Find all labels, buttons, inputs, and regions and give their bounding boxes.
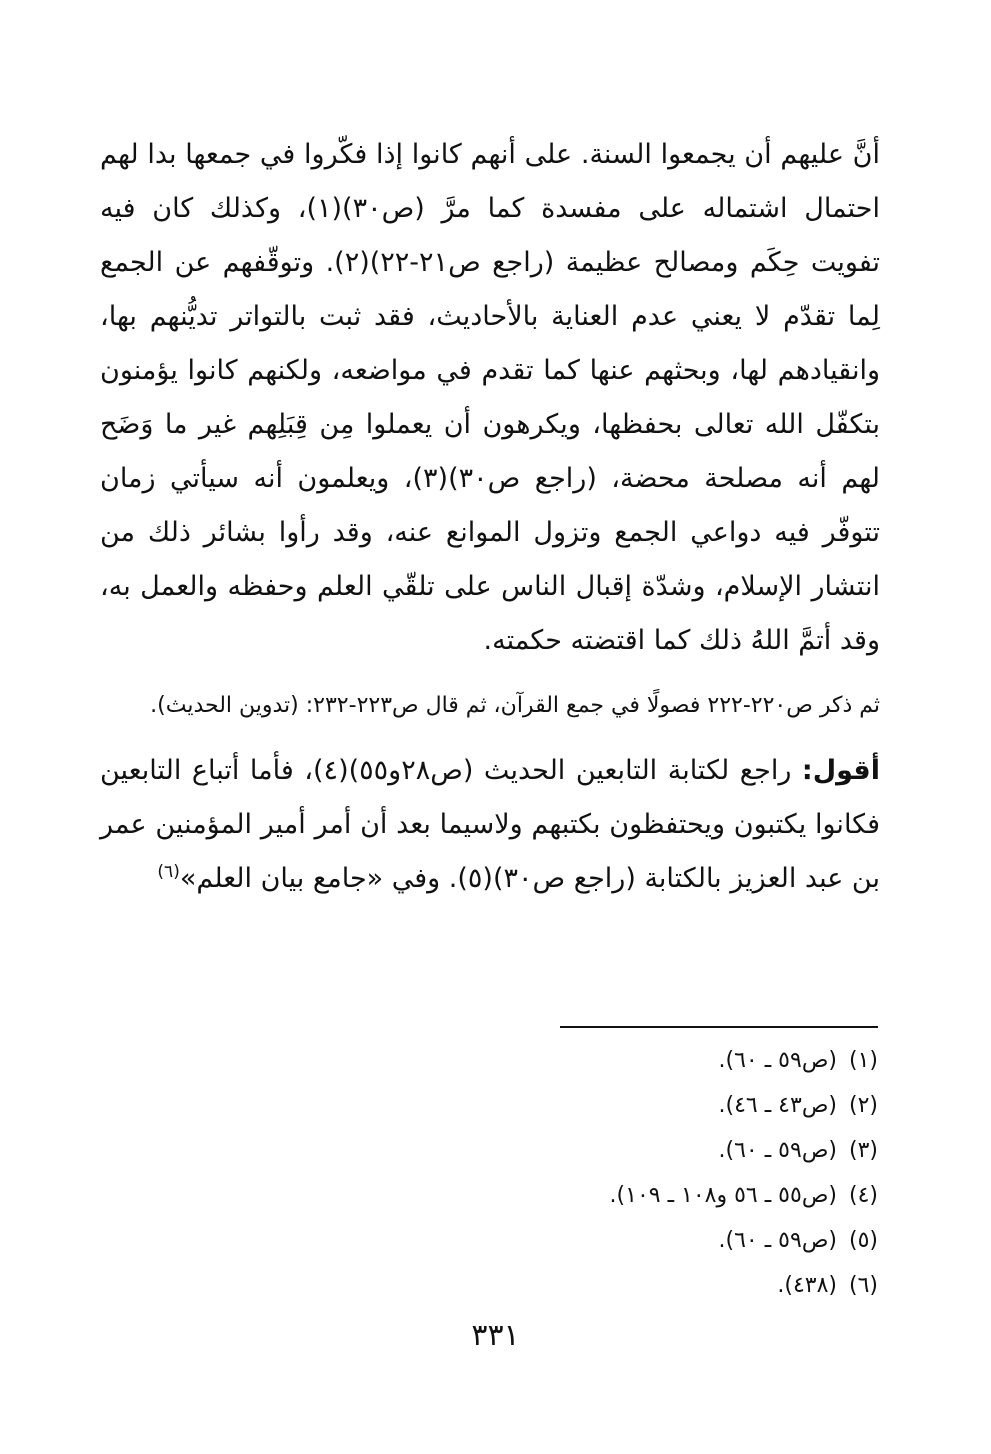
footnote-6-text: (٤٣٨). <box>777 1273 837 1298</box>
footnote-1-number: (١) <box>848 1048 878 1073</box>
main-text <box>100 128 880 906</box>
footnote-5-text: (ص٥٩ ـ ٦٠). <box>718 1228 837 1253</box>
footnote-3-text: (ص٥٩ ـ ٦٠). <box>718 1138 837 1163</box>
footnote-5 <box>480 1218 878 1263</box>
footnote-1-text: (ص٥٩ ـ ٦٠). <box>718 1048 837 1073</box>
footnote-2-number: (٢) <box>848 1093 878 1118</box>
footnotes-list <box>480 1038 878 1308</box>
footnote-4-text: (ص٥٥ ـ ٥٦ و١٠٨ ـ ١٠٩). <box>609 1183 837 1208</box>
paragraph-3 <box>100 744 880 906</box>
paragraph-2: ثم ذكر ص٢٢٠-٢٢٢ فصولًا في جمع القرآن، ثم قال ص٢٢٣-٢٣٢: (تدوين الحديث). <box>150 693 880 718</box>
footnote-5-number: (٥) <box>848 1228 878 1253</box>
footnote-3 <box>480 1128 878 1173</box>
footnote-6 <box>480 1263 878 1308</box>
footnote-2 <box>480 1083 878 1128</box>
paragraph-1: أنَّ عليهم أن يجمعوا السنة. على أنهم كانوا إذا فكّروا في جمعها بدا لهم احتمال اشتماله على مفسدة كما مرَّ (ص٣٠)(١)، وكذلك كان فيه تفويت حِكَم ومصالح عظيمة (راجع ص٢١-٢٢)(٢). وتوقّفهم عن الجمع لِما تقدّم لا يعني عدم العناية بالأحاديث، فقد ثبت بالتواتر تديُّنهم بها، وانقيادهم لها، وبحثهم عنها كما تقدم في مواضعه، ولكنهم كانوا يؤمنون بتكفّل الله تعالى بحفظها، ويكرهون أن يعملوا مِن قِبَلِهم غير ما وَضَح لهم أنه مصلحة محضة، (راجع ص٣٠)(٣)، ويعلمون أنه سيأتي زمان تتوفّر فيه دواعي الجمع وتزول الموانع عنه، وقد رأوا بشائر ذلك من انتشار الإسلام، وشدّة إقبال الناس على تلقّي العلم وحفظه والعمل به، وقد أتمَّ اللهُ ذلك كما اقتضته حكمته. <box>100 139 880 656</box>
paragraph-3-text: راجع لكتابة التابعين الحديث (ص٢٨و٥٥)(٤)، فأما أتباع التابعين فكانوا يكتبون ويحتفظون بكتبهم ولاسيما بعد أن أمر أمير المؤمنين عمر بن عبد العزيز بالكتابة (راجع ص٣٠)(٥). وفي «جامع بيان العلم» <box>100 755 880 894</box>
footnote-separator <box>560 1026 878 1028</box>
footnote-6-number: (٦) <box>848 1273 878 1298</box>
footnote-1 <box>480 1038 878 1083</box>
page-number: ٣٣١ <box>471 1318 520 1353</box>
footnote-ref-6: (٦) <box>157 862 180 882</box>
footnote-2-text: (ص٤٣ ـ ٤٦). <box>718 1093 837 1118</box>
paragraph-3-lead: أقول: <box>801 755 880 786</box>
footnote-4-number: (٤) <box>848 1183 878 1208</box>
footnote-4 <box>480 1173 878 1218</box>
footnote-3-number: (٣) <box>848 1138 878 1163</box>
